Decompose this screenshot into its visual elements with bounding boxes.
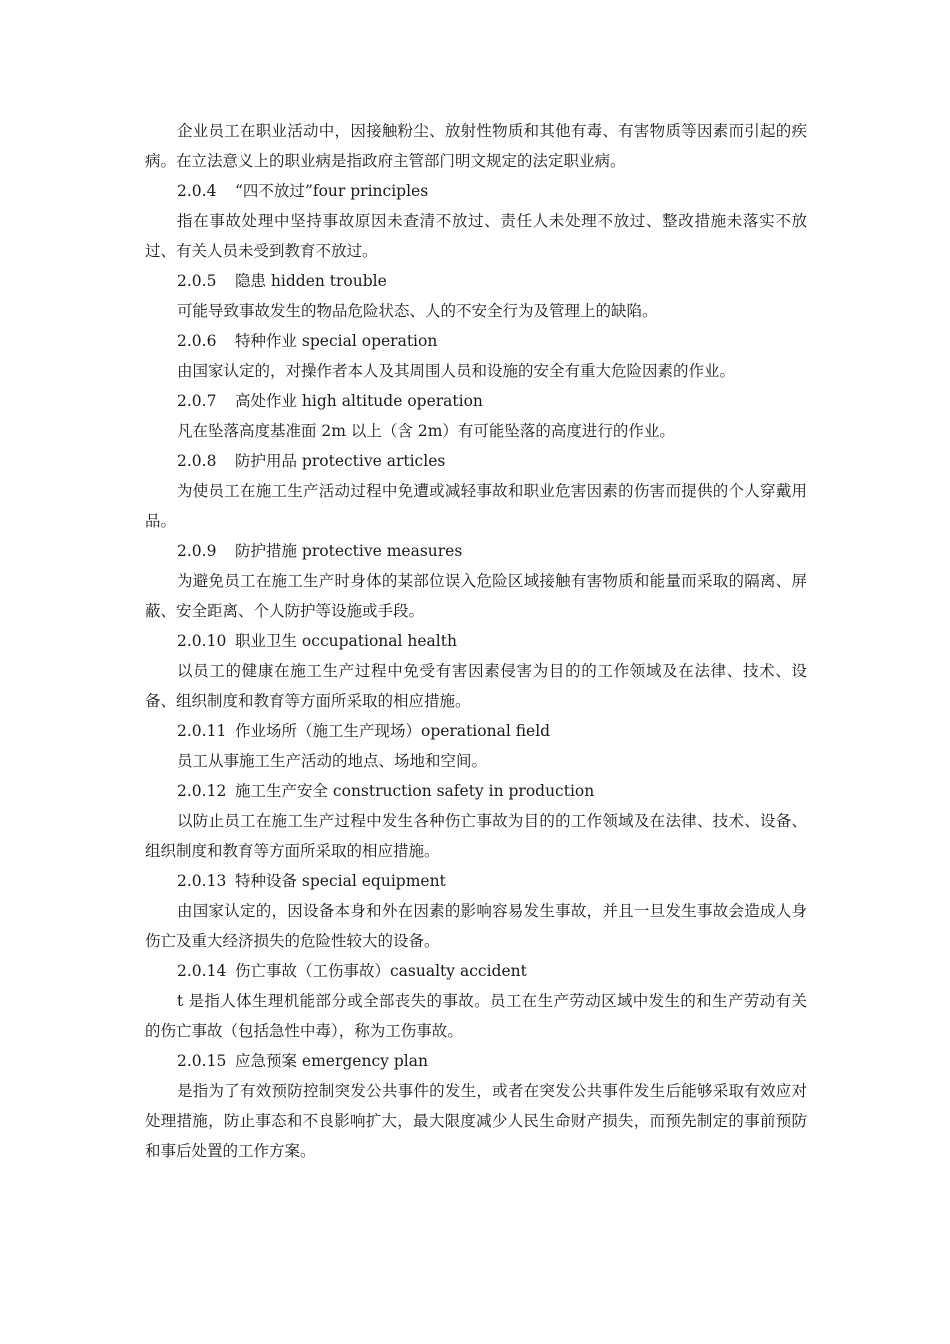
term-title: 隐患 hidden trouble bbox=[235, 272, 387, 290]
term-title: 防护用品 protective articles bbox=[235, 452, 446, 470]
term-number: 2.0.15 bbox=[177, 1052, 227, 1070]
term-definition: 以员工的健康在施工生产过程中免受有害因素侵害为目的的工作领域及在法律、技术、设备、组织制度和教育等方面所采取的相应措施。 bbox=[145, 662, 807, 710]
term-2-0-4 bbox=[145, 176, 807, 266]
term-2-0-11 bbox=[145, 716, 807, 776]
term-definition: 凡在坠落高度基准面 2m 以上（含 2m）有可能坠落的高度进行的作业。 bbox=[177, 422, 675, 440]
term-definition: t 是指人体生理机能部分或全部丧失的事故。员工在生产劳动区域中发生的和生产劳动有关的伤亡事故（包括急性中毒），称为工伤事故。 bbox=[145, 992, 807, 1040]
term-2-0-5 bbox=[145, 266, 807, 326]
term-number: 2.0.4 bbox=[177, 182, 217, 200]
term-definition: 指在事故处理中坚持事故原因未查清不放过、责任人未处理不放过、整改措施未落实不放过、有关人员未受到教育不放过。 bbox=[145, 212, 807, 260]
term-definition: 由国家认定的，对操作者本人及其周围人员和设施的安全有重大危险因素的作业。 bbox=[177, 362, 736, 380]
term-number: 2.0.5 bbox=[177, 272, 217, 290]
document-page bbox=[145, 116, 807, 1166]
term-definition: 由国家认定的，因设备本身和外在因素的影响容易发生事故，并且一旦发生事故会造成人身伤亡及重大经济损失的危险性较大的设备。 bbox=[145, 902, 807, 950]
term-number: 2.0.10 bbox=[177, 632, 227, 650]
term-title: 职业卫生 occupational health bbox=[235, 632, 457, 650]
term-title: 特种设备 special equipment bbox=[235, 872, 446, 890]
term-definition: 为避免员工在施工生产时身体的某部位误入危险区域接触有害物质和能量而采取的隔离、屏蔽、安全距离、个人防护等设施或手段。 bbox=[145, 572, 807, 620]
term-definition: 为使员工在施工生产活动过程中免遭或减轻事故和职业危害因素的伤害而提供的个人穿戴用品。 bbox=[145, 482, 807, 530]
term-title: “四不放过”four principles bbox=[235, 182, 429, 200]
term-number: 2.0.8 bbox=[177, 452, 217, 470]
term-2-0-6 bbox=[145, 326, 807, 386]
term-number: 2.0.9 bbox=[177, 542, 217, 560]
term-title: 伤亡事故（工伤事故）casualty accident bbox=[235, 962, 527, 980]
term-definition: 可能导致事故发生的物品危险状态、人的不安全行为及管理上的缺陷。 bbox=[177, 302, 658, 320]
term-2-0-10 bbox=[145, 626, 807, 716]
intro-paragraph: 企业员工在职业活动中，因接触粉尘、放射性物质和其他有毒、有害物质等因素而引起的疾病。在立法意义上的职业病是指政府主管部门明文规定的法定职业病。 bbox=[145, 122, 807, 170]
term-2-0-8 bbox=[145, 446, 807, 536]
term-title: 应急预案 emergency plan bbox=[235, 1052, 428, 1070]
term-heading bbox=[145, 446, 807, 476]
term-definition: 以防止员工在施工生产过程中发生各种伤亡事故为目的的工作领域及在法律、技术、设备、组织制度和教育等方面所采取的相应措施。 bbox=[145, 812, 807, 860]
term-2-0-14 bbox=[145, 956, 807, 1046]
term-heading bbox=[145, 326, 807, 356]
term-2-0-13 bbox=[145, 866, 807, 956]
term-2-0-7 bbox=[145, 386, 807, 446]
term-number: 2.0.12 bbox=[177, 782, 227, 800]
term-heading bbox=[145, 176, 807, 206]
term-number: 2.0.14 bbox=[177, 962, 227, 980]
term-heading bbox=[145, 266, 807, 296]
term-number: 2.0.6 bbox=[177, 332, 217, 350]
term-heading bbox=[145, 716, 807, 746]
term-heading bbox=[145, 866, 807, 896]
term-title: 特种作业 special operation bbox=[235, 332, 438, 350]
term-heading bbox=[145, 1046, 807, 1076]
term-number: 2.0.13 bbox=[177, 872, 227, 890]
term-definition: 是指为了有效预防控制突发公共事件的发生，或者在突发公共事件发生后能够采取有效应对处理措施，防止事态和不良影响扩大，最大限度减少人民生命财产损失，而预先制定的事前预防和事后处置的工作方案。 bbox=[145, 1082, 807, 1160]
term-heading bbox=[145, 536, 807, 566]
term-number: 2.0.11 bbox=[177, 722, 227, 740]
term-title: 防护措施 protective measures bbox=[235, 542, 463, 560]
term-heading bbox=[145, 626, 807, 656]
term-2-0-15 bbox=[145, 1046, 807, 1166]
term-2-0-9 bbox=[145, 536, 807, 626]
term-heading bbox=[145, 956, 807, 986]
term-2-0-12 bbox=[145, 776, 807, 866]
term-title: 作业场所（施工生产现场）operational field bbox=[235, 722, 551, 740]
term-heading bbox=[145, 386, 807, 416]
term-number: 2.0.7 bbox=[177, 392, 217, 410]
term-definition: 员工从事施工生产活动的地点、场地和空间。 bbox=[177, 752, 488, 770]
term-heading bbox=[145, 776, 807, 806]
term-title: 高处作业 high altitude operation bbox=[235, 392, 483, 410]
term-title: 施工生产安全 construction safety in production bbox=[235, 782, 595, 800]
